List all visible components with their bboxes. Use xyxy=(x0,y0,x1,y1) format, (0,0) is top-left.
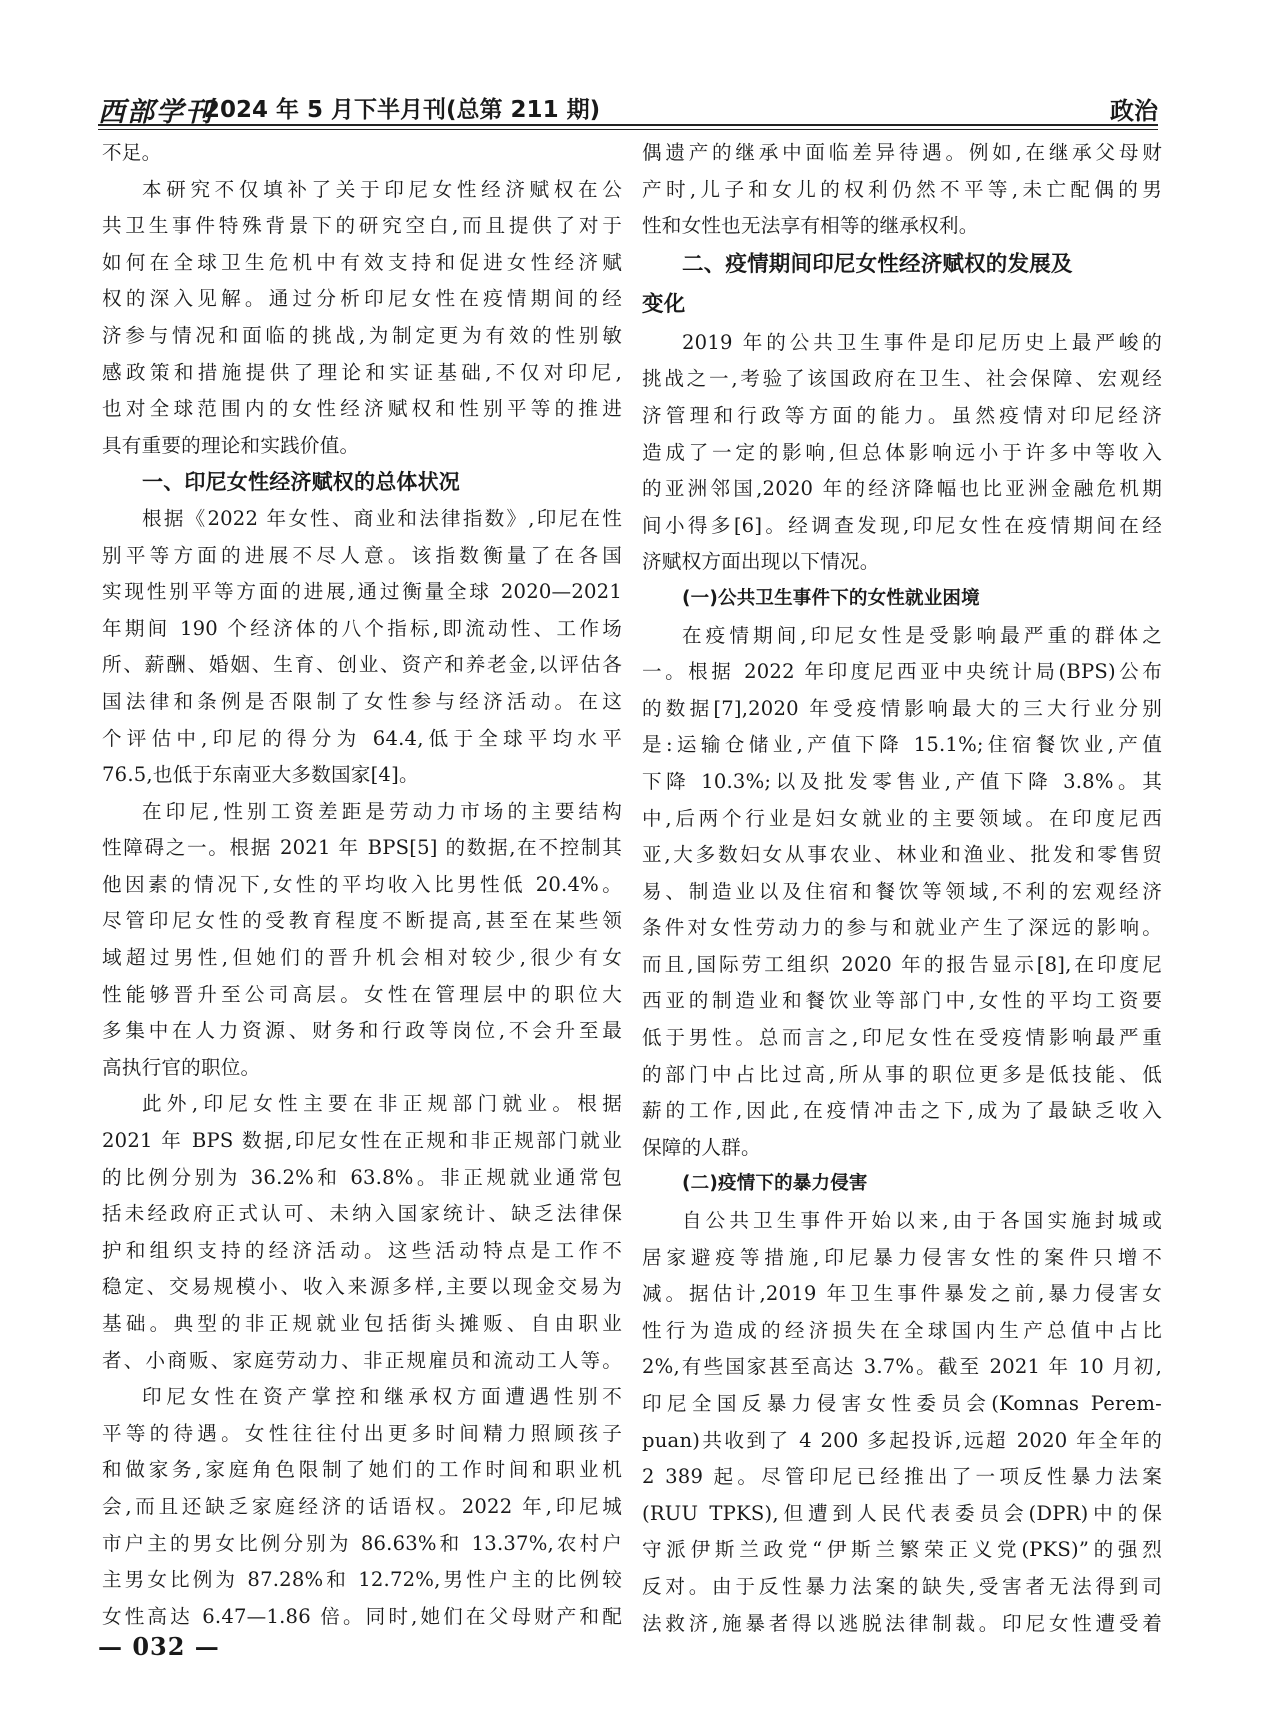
text-line: 共卫生事件特殊背景下的研究空白,而且提供了对于 xyxy=(102,214,622,238)
text-line: 是:运输仓储业,产值下降 15.1%;住宿餐饮业,产值 xyxy=(642,733,1162,757)
text-line: 尽管印尼女性的受教育程度不断提高,甚至在某些领 xyxy=(102,909,622,933)
text-line: 西亚的制造业和餐饮业等部门中,女性的平均工资要 xyxy=(642,989,1162,1013)
text-line: 高执行官的职位。 xyxy=(102,1055,261,1079)
text-line: 造成了一定的影响,但总体影响远小于许多中等收入 xyxy=(642,440,1162,464)
text-line: 也对全球范围内的女性经济赋权和性别平等的推进 xyxy=(102,397,622,421)
text-line: 市户主的男女比例分别为 86.63%和 13.37%,农村户 xyxy=(102,1531,622,1555)
text-line: 别平等方面的进展不尽人意。该指数衡量了在各国 xyxy=(102,543,622,567)
text-line: 性能够晋升至公司高层。女性在管理层中的职位大 xyxy=(102,982,622,1006)
text-line: 权的深入见解。通过分析印尼女性在疫情期间的经 xyxy=(102,287,622,311)
journal-logo: 西部学刊 xyxy=(98,97,214,128)
text-line: 低于男性。总而言之,印尼女性在受疫情影响最严重 xyxy=(642,1026,1162,1050)
text-line: 感政策和措施提供了理论和实证基础,不仅对印尼, xyxy=(102,360,622,384)
text-line: 此外,印尼女性主要在非正规部门就业。根据 xyxy=(142,1092,622,1116)
text-line: 实现性别平等方面的进展,通过衡量全球 2020—2021 xyxy=(102,580,622,604)
section-heading: 一、印尼女性经济赋权的总体状况 xyxy=(142,470,460,495)
text-line: 的比例分别为 36.2%和 63.8%。非正规就业通常包 xyxy=(102,1165,622,1189)
text-line: 济参与情况和面临的挑战,为制定更为有效的性别敏 xyxy=(102,323,622,347)
text-line: 多集中在人力资源、财务和行政等岗位,不会升至最 xyxy=(102,1019,622,1043)
text-line: 易、制造业以及住宿和餐饮等领域,不利的宏观经济 xyxy=(642,879,1162,903)
text-line: 2 389 起。尽管印尼已经推出了一项反性暴力法案 xyxy=(642,1465,1162,1489)
text-line: 性障碍之一。根据 2021 年 BPS[5] 的数据,在不控制其 xyxy=(102,836,622,860)
text-line: 他因素的情况下,女性的平均收入比男性低 20.4%。 xyxy=(102,872,622,896)
left-column xyxy=(102,135,622,1635)
text-line: 2019 年的公共卫生事件是印尼历史上最严峻的 xyxy=(682,330,1162,354)
header-rule xyxy=(98,124,1158,126)
text-line: 2021 年 BPS 数据,印尼女性在正规和非正规部门就业 xyxy=(102,1129,622,1153)
section-heading: 变化 xyxy=(642,291,686,317)
section-heading: 二、疫情期间印尼女性经济赋权的发展及 xyxy=(682,251,1073,277)
text-line: 偶遗产的继承中面临差异待遇。例如,在继承父母财 xyxy=(642,141,1162,164)
text-line: 主男女比例为 87.28%和 12.72%,男性户主的比例较 xyxy=(102,1568,622,1592)
text-line: 减。据估计,2019 年卫生事件暴发之前,暴力侵害女 xyxy=(642,1282,1162,1306)
text-line: 守派伊斯兰政党“伊斯兰繁荣正义党(PKS)”的强烈 xyxy=(642,1538,1162,1562)
text-line: 的部门中占比过高,所从事的职位更多是低技能、低 xyxy=(642,1062,1162,1086)
text-line: 的亚洲邻国,2020 年的经济降幅也比亚洲金融危机期 xyxy=(642,477,1162,501)
text-line: 具有重要的理论和实践价值。 xyxy=(102,433,360,457)
text-line: 保障的人群。 xyxy=(642,1135,761,1159)
text-line: 所、薪酬、婚姻、生育、创业、资产和养老金,以评估各 xyxy=(102,653,622,677)
text-line: 挑战之一,考验了该国政府在卫生、社会保障、宏观经 xyxy=(642,367,1162,391)
text-line: 个评估中,印尼的得分为 64.4,低于全球平均水平 xyxy=(102,726,622,750)
page-number: — 032 — xyxy=(98,1632,220,1661)
text-line: 亚,大多数妇女从事农业、林业和渔业、批发和零售贸 xyxy=(642,843,1162,867)
text-line: 中,后两个行业是妇女就业的主要领域。在印度尼西 xyxy=(642,806,1162,830)
text-line: 年期间 190 个经济体的八个指标,即流动性、工作场 xyxy=(102,616,622,640)
text-line: 女性高达 6.47—1.86 倍。同时,她们在父母财产和配 xyxy=(102,1604,622,1628)
section-label: 政治 xyxy=(1110,97,1158,125)
text-line: 76.5,也低于东南亚大多数国家[4]。 xyxy=(102,763,419,787)
text-line: 根据《2022 年女性、商业和法律指数》,印尼在性 xyxy=(142,506,622,530)
text-line: 条件对女性劳动力的参与和就业产生了深远的影响。 xyxy=(642,916,1162,940)
text-line: puan)共收到了 4 200 多起投诉,远超 2020 年全年的 xyxy=(642,1428,1162,1452)
text-line: 稳定、交易规模小、收入来源多样,主要以现金交易为 xyxy=(102,1275,622,1299)
text-line: (RUU TPKS),但遭到人民代表委员会(DPR)中的保 xyxy=(642,1501,1162,1525)
text-line: 印尼全国反暴力侵害女性委员会(Komnas Perem- xyxy=(642,1392,1162,1415)
text-line: 济管理和行政等方面的能力。虽然疫情对印尼经济 xyxy=(642,403,1162,427)
text-line: 不足。 xyxy=(102,141,162,164)
text-line: 括未经政府正式认可、未纳入国家统计、缺乏法律保 xyxy=(102,1202,622,1226)
text-line: 而且,国际劳工组织 2020 年的报告显示[8],在印度尼 xyxy=(642,952,1162,976)
text-line: 自公共卫生事件开始以来,由于各国实施封城或 xyxy=(682,1209,1162,1233)
issue-info: 2024 年 5 月下半月刊(总第 211 期) xyxy=(204,97,601,123)
text-line: 在疫情期间,印尼女性是受影响最严重的群体之 xyxy=(682,623,1162,647)
text-line: 产时,儿子和女儿的权利仍然不平等,未亡配偶的男 xyxy=(642,177,1162,201)
header-rule-thin xyxy=(98,129,1158,130)
text-line: 性行为造成的经济损失在全球国内生产总值中占比 xyxy=(642,1318,1162,1342)
text-line: 者、小商贩、家庭劳动力、非正规雇员和流动工人等。 xyxy=(102,1348,622,1372)
text-line: 薪的工作,因此,在疫情冲击之下,成为了最缺乏收入 xyxy=(642,1099,1162,1123)
text-line: 印尼女性在资产掌控和继承权方面遭遇性别不 xyxy=(142,1385,622,1409)
text-line: 法救济,施暴者得以逃脱法律制裁。印尼女性遭受着 xyxy=(642,1611,1162,1635)
text-line: 域超过男性,但她们的晋升机会相对较少,很少有女 xyxy=(102,946,622,970)
text-line: 基础。典型的非正规就业包括街头摊贩、自由职业 xyxy=(102,1312,622,1335)
text-line: 护和组织支持的经济活动。这些活动特点是工作不 xyxy=(102,1238,622,1262)
text-line: 一。根据 2022 年印度尼西亚中央统计局(BPS)公布 xyxy=(642,660,1162,684)
text-line: 和做家务,家庭角色限制了她们的工作时间和职业机 xyxy=(102,1458,622,1482)
section-heading: (二)疫情下的暴力侵害 xyxy=(682,1173,868,1195)
text-line: 本研究不仅填补了关于印尼女性经济赋权在公 xyxy=(142,177,622,201)
text-line: 济赋权方面出现以下情况。 xyxy=(642,550,880,574)
section-heading: (一)公共卫生事件下的女性就业困境 xyxy=(682,587,980,609)
text-line: 性和女性也无法享有相等的继承权利。 xyxy=(642,214,979,238)
text-line: 国法律和条例是否限制了女性参与经济活动。在这 xyxy=(102,689,622,713)
text-line: 会,而且还缺乏家庭经济的话语权。2022 年,印尼城 xyxy=(102,1494,622,1518)
text-line: 下降 10.3%;以及批发零售业,产值下降 3.8%。其 xyxy=(642,769,1162,793)
text-line: 如何在全球卫生危机中有效支持和促进女性经济赋 xyxy=(102,250,622,274)
page-header xyxy=(98,88,1158,128)
text-line: 在印尼,性别工资差距是劳动力市场的主要结构 xyxy=(142,799,622,823)
text-line: 平等的待遇。女性往往付出更多时间精力照顾孩子 xyxy=(102,1421,622,1445)
text-line: 反对。由于反性暴力法案的缺失,受害者无法得到司 xyxy=(642,1574,1162,1598)
text-line: 的数据[7],2020 年受疫情影响最大的三大行业分别 xyxy=(642,696,1162,720)
right-column xyxy=(642,135,1162,1642)
text-line: 间小得多[6]。经调查发现,印尼女性在疫情期间在经 xyxy=(642,513,1162,537)
text-line: 居家避疫等措施,印尼暴力侵害女性的案件只增不 xyxy=(642,1245,1162,1269)
text-line: 2%,有些国家甚至高达 3.7%。截至 2021 年 10 月初, xyxy=(642,1355,1162,1379)
